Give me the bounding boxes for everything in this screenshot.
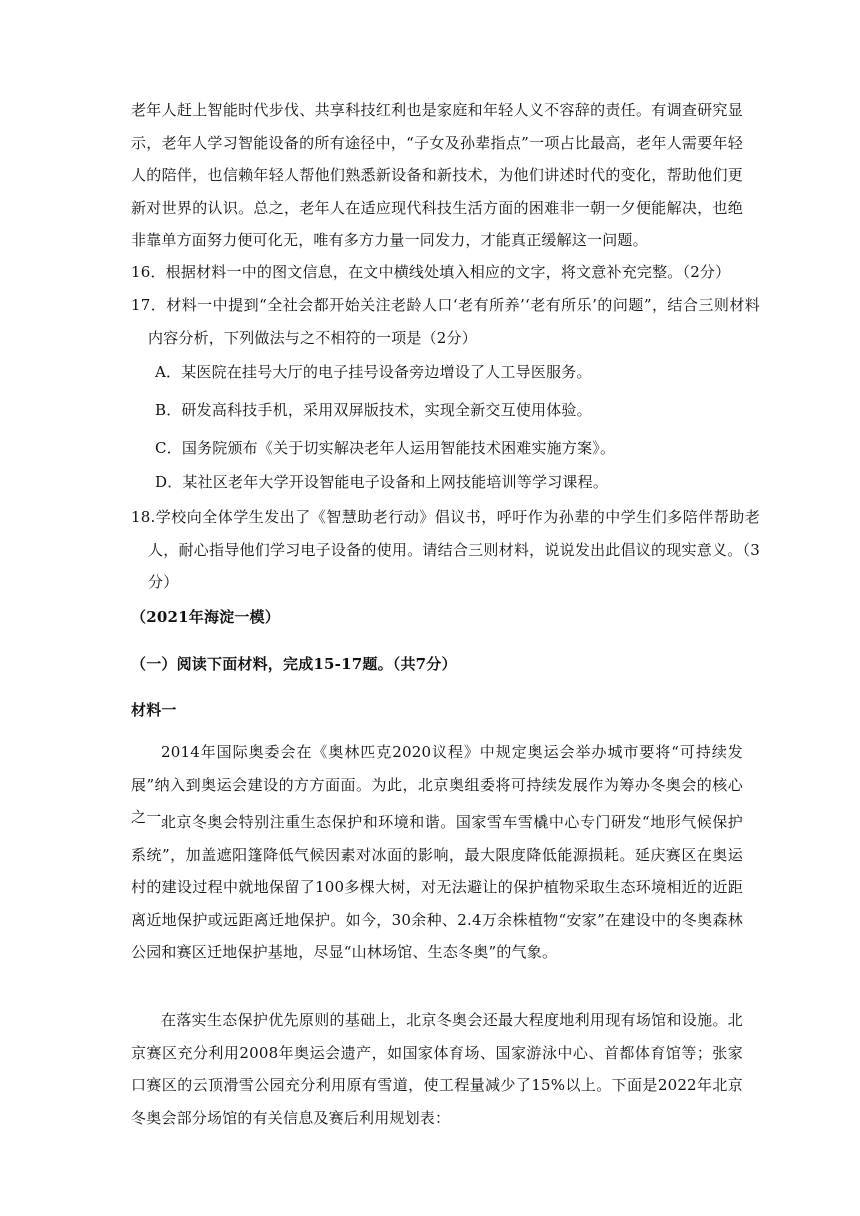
question-16: 16．根据材料一中的图文信息，在文中横线处填入相应的文字，将文意补充完整。（2分） xyxy=(131,263,731,281)
paragraph-elderly-tech: 老年人赶上智能时代步伐、共享科技红利也是家庭和年轻人义不容辞的责任。有调查研究显示，老年人学习智能设备的所有途径中，“子女及孙辈指点”一项占比最高，老年人需要年轻人的陪伴，也信赖年轻人帮他们熟悉新设备和新技术，为他们讲述时代的变化，帮助他们更新对世界的认识。总之，老年人在适应现代科技生活方面的困难非一朝一夕便能解决，也绝非靠单方面努力便可化无，唯有多方力量一同发力，才能真正缓解这一问题。 xyxy=(131,101,743,249)
option-a: A．某医院在挂号大厅的电子挂号设备旁边增设了人工导医服务。 xyxy=(155,363,592,381)
question-17: 17．材料一中提到“全社会都开始关注老龄人口‘老有所养’‘老有所乐’的问题”，结合三则材料内容分析，下列做法与之不相符的一项是（2分） xyxy=(131,296,760,347)
question-18: 18.学校向全体学生发出了《智慧助老行动》倡议书，呼吁作为孙辈的中学生们多陪伴帮助老人，耐心指导他们学习电子设备的使用。请结合三则材料，说说发出此倡议的现实意义。（3分） xyxy=(131,508,760,591)
option-d: D．某社区老年大学开设智能电子设备和上网技能培训等学习课程。 xyxy=(155,473,609,491)
option-b: B．研发高科技手机，采用双屏版技术，实现全新交互使用体验。 xyxy=(155,401,592,419)
option-c: C．国务院颁布《关于切实解决老年人运用智能技术困难实施方案》。 xyxy=(155,439,616,457)
material-one-paragraph-3: 在落实生态保护优先原则的基础上，北京冬奥会还最大程度地利用现有场馆和设施。北京赛区充分利用2008年奥运会遗产，如国家体育场、国家游泳中心、首都体育馆等；张家口赛区的云顶滑雪公园充分利用原有雪道，使工程量减少了15%以上。下面是2022年北京冬奥会部分场馆的有关信息及赛后利用规划表： xyxy=(131,1011,743,1127)
reading-section-heading: （一）阅读下面材料，完成15-17题。（共7分） xyxy=(131,655,457,673)
material-one-paragraph-2: 北京冬奥会特别注重生态保护和环境和谐。国家雪车雪橇中心专门研发“地形气候保护系统”，加盖遮阳篷降低气候因素对冰面的影响，最大限度降低能源损耗。延庆赛区在奥运村的建设过程中就地保留了100多棵大树，对无法避让的保护植物采取生态环境相近的近距离近地保护或远距离迁地保护。如今，30余种、2.4万余株植物“安家”在建设中的冬奥森林公园和赛区迁地保护基地，尽显“山林场馆、生态冬奥”的气象。 xyxy=(131,813,743,961)
material-one-label: 材料一 xyxy=(131,701,177,719)
material-one-paragraph-1: 2014年国际奥委会在《奥林匹克2020议程》中规定奥运会举办城市要将“可持续发展”纳入到奥运会建设的方方面面。为此，北京奥组委将可持续发展作为筹办冬奥会的核心之一。 xyxy=(131,743,743,826)
exam-source-label: （2021年海淀一模） xyxy=(131,608,280,626)
